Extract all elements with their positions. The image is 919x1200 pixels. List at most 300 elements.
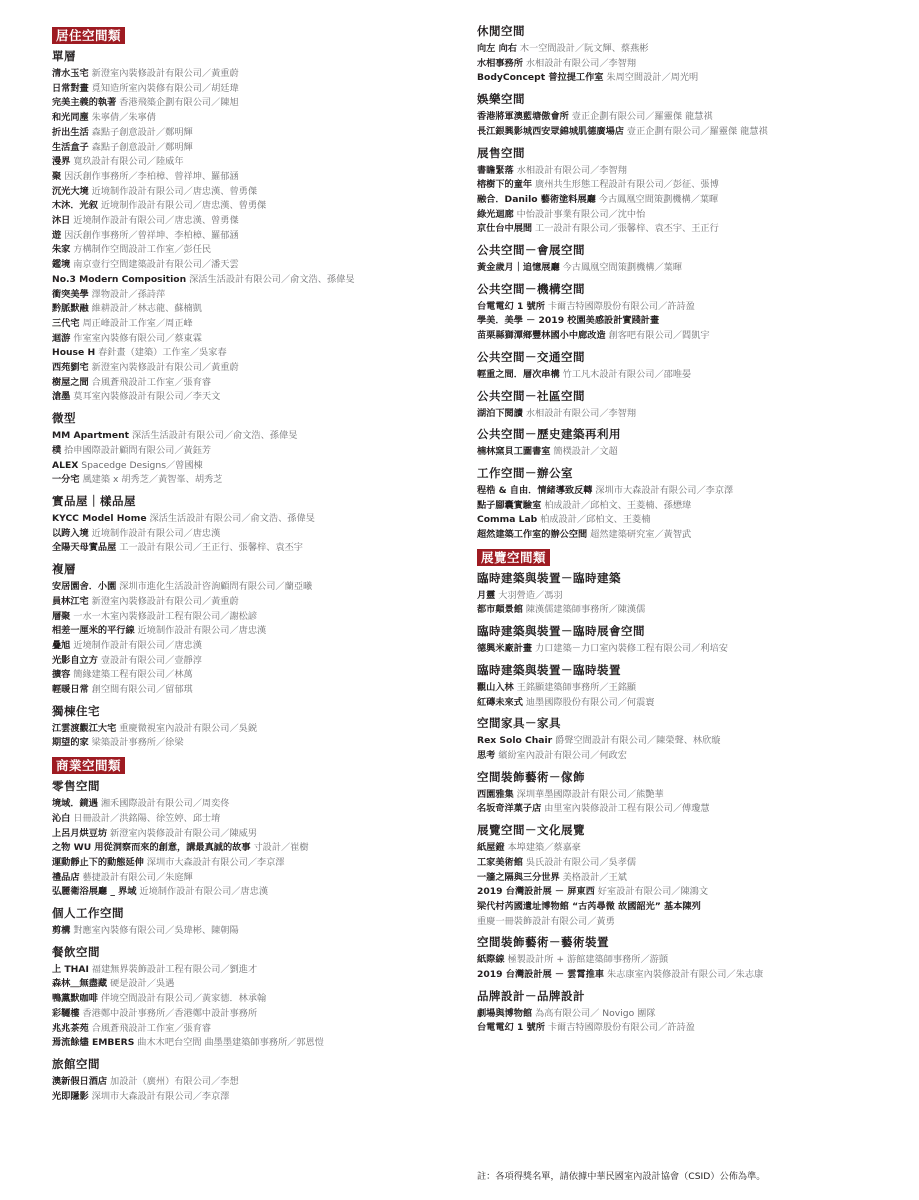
designer-credit: 森點子創意設計／鄭明輝 [91,141,193,153]
designer-credit: 近境制作設計有限公司／唐忠漢 [91,527,221,539]
award-entry [477,71,902,86]
award-entry [52,170,460,185]
work-title: 苗栗縣獅潭鄉豐林國小中廊改造 [477,330,606,342]
work-title: 彩韆樓 [52,1007,80,1019]
award-entry [52,963,460,978]
work-title: 梁代村芮國遺址博物館 “古芮尋微 故國韶光” 基本陳列 [477,900,701,912]
award-entry [52,473,460,488]
designer-credit: 繽紛室內設計有限公司／何政宏 [498,749,627,761]
work-title: 向左 向右 [477,43,517,54]
designer-credit: 朱寧倩／朱寧倩 [91,112,156,124]
designer-credit: 南京壹行空間建築設計有限公司／潘天雲 [73,259,239,271]
designer-credit: 寬玖設計有限公司／陸威年 [73,156,184,168]
designer-credit: 拾申國際設計顧問有限公司／黃鈺芳 [64,444,212,456]
award-entry [52,512,460,527]
designer-credit: 創空間有限公司／留郁琪 [91,684,193,696]
work-title: 運動靜止下的動態延伸 [52,856,144,868]
section-title: 實品屋｜樣品屋 [52,493,136,508]
award-entry [52,541,460,556]
designer-credit: 近境制作設計有限公司／唐忠漢 [137,625,267,637]
award-section [52,494,460,556]
award-entry [52,827,460,842]
award-section [477,663,902,710]
work-title: 日常對畫 [52,82,89,94]
award-section [477,716,902,763]
award-entry [477,484,902,499]
award-section [477,350,902,383]
award-entry [477,208,902,223]
work-title: 之物 WU 用從洞察而來的創意，講最真誠的故事 [52,842,251,854]
work-title: KYCC Model Home [52,512,147,524]
award-entry [477,110,902,125]
work-title: ALEX [52,459,79,471]
designer-credit: 合風蒼飛設計工作室／張育睿 [91,1022,212,1034]
designer-credit: 王銘顯建築師事務所／王銘顯 [516,681,637,693]
designer-credit: 因沃創作事務所／曾祥坤、李柏樟、羅郁涵 [64,229,239,241]
work-title: 員林江宅 [52,595,89,607]
designer-credit: 由里室內裝修設計工程有限公司／傅瓊慧 [544,803,710,815]
work-title: 焉流餘燼 EMBERS [52,1037,135,1049]
designer-credit: 今古鳳凰空間策劃機構／葉暉 [562,262,683,274]
work-title: 上呂月烘豆坊 [52,827,108,839]
award-entry [477,1021,902,1036]
work-title: 樸 [52,444,62,456]
designer-credit: 近境制作設計有限公司／唐忠漢、曾勇傑 [73,215,239,227]
award-section [477,571,902,618]
work-title: Rex Solo Chair [477,735,553,747]
designer-credit: 近境制作設計有限公司／唐忠漢、曾勇傑 [100,200,267,212]
award-entry [477,222,902,237]
work-title: Comma Lab [477,514,538,526]
award-entry [477,445,902,460]
work-title: 黔脈默融 [52,303,89,315]
award-entry [477,696,902,711]
designer-credit: 春針畫（建築）工作室／吳家春 [98,347,227,359]
award-entry [477,528,902,543]
work-title: 樹屋之間 [52,376,89,388]
work-title: 遊 [52,229,62,241]
award-section [52,704,460,751]
award-entry [52,199,460,214]
award-entry [52,214,460,229]
designer-credit: 今古鳳凰空間策劃機構／葉暉 [598,193,719,205]
award-section [477,92,902,139]
award-entry [52,797,460,812]
award-section [52,562,460,698]
left-column [52,24,460,1104]
designer-credit: 卡爾吉特國際股份有限公司／許詩盈 [547,300,695,312]
award-entry [477,802,902,817]
award-section [52,779,460,900]
award-section [477,282,902,344]
work-title: BodyConcept 普拉提工作室 [477,72,604,84]
work-title: 黃金歲月｜追憶展廳 [477,262,560,274]
award-entry [52,390,460,405]
award-entry [477,1007,902,1022]
work-title: 兆兆茶苑 [52,1022,89,1034]
award-entry [477,314,902,329]
award-entry [52,141,460,156]
award-entry [477,642,902,657]
award-entry [52,1036,460,1051]
designer-credit: 柏成設計／邱柏文、王菱楠 [540,514,651,526]
award-entry [52,1022,460,1037]
award-entry [52,361,460,376]
work-title: 森林＿無盡藏 [52,978,108,990]
work-title: House H [52,347,96,359]
work-title: 湖泊下閱讀 [477,407,523,419]
section-title: 展覽空間－文化展覽 [477,823,585,838]
designer-credit: 廣州共生形態工程設計有限公司／彭征、張博 [535,179,719,191]
work-title: 榕樹下的童年 [477,179,533,191]
designer-credit: 湘禾國際設計有限公司／周奕佟 [100,798,230,810]
work-title: 禮品店 [52,871,80,883]
work-title: 2019 台灣設計展 － 屏東西 [477,886,595,898]
section-title: 空間家具－家具 [477,716,561,731]
designer-credit: 深活生活設計有限公司／俞文浩、孫偉旻 [149,512,315,524]
work-title: 完美主義的執著 [52,97,117,109]
work-title: 學美．美學 － 2019 校園美感設計實踐計畫 [477,315,660,327]
work-title: 京仕台中展間 [477,223,533,235]
award-entry [52,736,460,751]
work-title: 清水玉宅 [52,68,89,79]
designer-credit: 迪墨國際股份有限公司／何震寰 [525,696,655,708]
designer-credit: 深活生活設計有限公司／俞文浩、孫偉旻 [131,430,298,442]
section-title: 臨時建築與裝置－臨時裝置 [477,662,621,677]
designer-credit: 新澄室內裝修設計有限公司／黃重蔚 [91,362,239,374]
award-entry [52,527,460,542]
designer-credit: 簡樸設計／文超 [553,446,618,458]
award-entry [52,67,460,82]
award-entry [52,924,460,939]
work-title: 台電電幻 1 號所 [477,1022,545,1034]
award-entry [477,953,902,968]
award-section [52,1057,460,1104]
award-entry [52,654,460,669]
section-title: 獨棟住宅 [52,703,100,718]
designer-credit: 新澄室內裝修設計有限公司／黃重蔚 [91,68,239,79]
work-title: 輕暖日常 [52,684,89,696]
work-title: 三代宅 [52,317,80,329]
work-title: 滄墨 [52,391,71,403]
work-title: 全陽天母實品屋 [52,542,117,554]
work-title: 長江銀興影城西安眾錦城肌德廣場店 [477,125,624,137]
work-title: 上 THAI [52,963,89,975]
work-title: 思考 [477,749,496,761]
award-section [477,24,902,86]
work-title: 以跨入境 [52,527,89,539]
section-title: 工作空間－辦公室 [477,465,573,480]
work-title: 疊旭 [52,639,71,651]
section-title: 公共空間－會展空間 [477,243,585,258]
designer-credit: 硬是設計／吳遇 [110,978,175,990]
award-entry [52,595,460,610]
designer-credit: 簡緣建築工程有限公司／林萬 [73,669,193,681]
work-title: MM Apartment [52,430,130,442]
award-entry [477,589,902,604]
work-title: 衝突美學 [52,288,89,300]
designer-credit: 對應室內裝修有限公司／吳瑋彬、陳朝陽 [73,925,239,937]
award-entry [477,749,902,764]
award-section [477,427,902,460]
section-title: 品牌設計－品牌設計 [477,988,585,1003]
award-entry [52,229,460,244]
designer-credit: 香港飛築企劃有限公司／陳旭 [119,97,239,109]
work-title: 程梏 & 自由．情緒導致反轉 [477,484,593,496]
category-banner: 居住空間類 [52,27,125,44]
designer-credit: 福建無界裝飾設計工程有限公司／劉進才 [91,963,258,975]
section-title: 臨時建築與裝置－臨時展會空間 [477,624,645,639]
award-entry [477,603,902,618]
award-section [52,49,460,405]
section-title: 單層 [52,49,76,63]
designer-credit: 伴境空間設計有限公司／黃家德．林承翰 [100,993,267,1005]
designer-credit: 寸設計／崔樹 [253,842,309,854]
award-entry [52,376,460,391]
work-title: 劇場與博物館 [477,1007,533,1019]
award-entry [52,288,460,303]
section-title: 個人工作空間 [52,906,124,921]
award-entry [477,261,902,276]
designer-credit: 新澄室內裝修設計有限公司／陳威男 [110,827,258,839]
award-entry [477,856,902,871]
designer-credit: 維耕設計／林志龍、蘇楠凱 [91,303,202,315]
section-title: 娛樂空間 [477,92,525,107]
work-title: 剪構 [52,925,71,937]
designer-credit: 本埠建築／蔡嘉豪 [507,842,581,854]
award-entry [52,444,460,459]
work-title: 觀山入林 [477,681,514,693]
award-entry [477,178,902,193]
section-title: 旅館空間 [52,1056,100,1071]
section-title: 空間裝飾藝術－藝術裝置 [477,935,609,950]
work-title: 迴游 [52,332,71,344]
award-entry [52,96,460,111]
section-title: 公共空間－交通空間 [477,349,585,364]
designer-credit: 覓知造所室內裝修有限公司／胡廷瑋 [91,82,239,94]
designer-credit: 中怡設計事業有限公司／沈中怡 [516,208,646,220]
award-entry [477,42,902,57]
designer-credit: 吳氏設計有限公司／吳孝儒 [525,856,637,868]
work-title: 德興米廠計畫 [477,643,533,655]
designer-credit: 新澄室內裝修設計有限公司／黃重蔚 [91,595,239,607]
award-section [477,770,902,817]
award-entry [52,668,460,683]
award-entry [52,82,460,97]
work-title: 沉光大境 [52,185,89,197]
award-entry [477,788,902,803]
work-title: 光影自立方 [52,654,98,666]
section-title: 公共空間－歷史建築再利用 [477,427,621,442]
designer-credit: 深活生活設計有限公司／俞文浩、孫偉旻 [189,273,355,285]
section-title: 零售空間 [52,779,100,794]
work-title: 名坂奇洋菓子店 [477,803,542,815]
award-entry [52,346,460,361]
designer-credit: 深圳市大森設計有限公司／李京澤 [91,1090,230,1102]
award-entry [52,111,460,126]
work-title: 一牆之隔與三分世界 [477,871,560,883]
award-entry [477,125,902,140]
award-entry [52,683,460,698]
award-entry [477,193,902,208]
award-section [477,389,902,422]
designer-credit: 柏成設計／邱柏文、王菱楠、孫懋瑋 [544,499,692,511]
award-entry [477,499,902,514]
award-entry [477,300,902,315]
designer-credit: 日冊設計／洪銘陽、徐笠婷、邱士堉 [73,812,221,824]
work-title: 輕重之間．層次串構 [477,368,560,380]
designer-credit: 重慶一冊裝飾設計有限公司／黃勇 [477,915,615,927]
designer-credit: 澤物設計／孫詩萍 [91,288,166,300]
award-entry [477,57,902,72]
designer-credit: 周正峰設計工作室／周正峰 [82,317,193,329]
designer-credit: 深圳市進化生活設計咨詢顧問有限公司／蘭亞曦 [119,581,313,593]
designer-credit: 水相設計有限公司／李智翔 [516,164,627,176]
work-title: No.3 Modern Composition [52,273,187,285]
award-entry [52,722,460,737]
designer-credit: 好室設計有限公司／陳鴻文 [597,886,709,898]
section-title: 休閒空間 [477,24,525,38]
designer-credit: 梁築設計事務所／徐梁 [91,737,184,749]
work-title: 融合．Danilo 藝術塗料展廳 [477,193,596,205]
designer-credit: 近境制作設計有限公司／唐忠漢 [73,639,202,651]
designer-credit: 莫耳室內裝修設計有限公司／李天文 [73,391,221,403]
designer-credit: 重慶微視室內設計有限公司／吳鋭 [119,722,258,734]
award-entry [52,992,460,1007]
work-title: 工家美術館 [477,856,523,868]
award-entry [52,841,460,856]
award-section [477,624,902,657]
award-entry [52,243,460,258]
designer-credit: 近境制作設計有限公司／唐忠漢 [139,886,269,898]
award-section [52,945,460,1051]
designer-credit: 工一設計有限公司／張馨梓、袁丕宇、王正行 [535,223,719,235]
award-entry [477,871,902,886]
award-section [477,989,902,1036]
award-entry [52,317,460,332]
work-title: 香港將軍澳藍塘傲會所 [477,111,569,123]
award-entry [52,1075,460,1090]
designer-credit: 深圳市大森設計有限公司／李京澤 [595,484,734,496]
designer-credit: 工一設計有限公司／王正行、張馨梓、袁丕宇 [119,542,303,554]
award-section [477,935,902,982]
designer-credit: 木一空間設計／阮文輝、蔡燕彬 [519,43,649,54]
designer-credit: 曲木木吧台空間 曲墨墨建築師事務所／郭恩愷 [137,1037,324,1049]
section-title: 展售空間 [477,145,525,160]
award-section [477,243,902,276]
designer-credit: 朱周空間設計／周光明 [606,72,699,84]
work-title: 月靈 [477,589,496,601]
award-entry [52,580,460,595]
award-entry [477,329,902,344]
work-title: 聚 [52,170,62,182]
work-title: 沁白 [52,812,71,824]
work-title: 楠林窯貝工圖書室 [477,446,551,458]
award-entry [52,624,460,639]
designer-credit: 為高有限公司／ Novigo 團隊 [535,1007,656,1019]
work-title: 一分宅 [52,474,80,486]
work-title: 紙屋鐙 [477,842,505,854]
award-entry [52,185,460,200]
designer-credit: Spacedge Designs／曾國棟 [81,459,203,471]
award-entry [52,812,460,827]
designer-credit: 森點子創意設計／鄭明輝 [91,126,193,138]
award-entry [52,258,460,273]
award-entry [52,977,460,992]
award-section [477,466,902,543]
award-entry [52,610,460,625]
designer-credit: 水相設計有限公司／李智翔 [525,407,637,419]
designer-credit: 極製設計所 + 游館建築師事務所／游顗 [507,954,669,966]
work-title: 書瞻緊落 [477,164,514,176]
designer-credit: 爵聲空間設計有限公司／陳榮聲、林欣璇 [555,735,721,747]
award-entry [52,155,460,170]
work-title: 弘麗衛浴展廳 _ 界域 [52,886,137,898]
work-title: 擴容 [52,669,71,681]
award-entry [52,871,460,886]
award-entry [52,332,460,347]
designer-credit: 風建築 x 胡秀芝／黃智峯、胡秀芝 [82,474,223,486]
section-title: 微型 [52,411,76,426]
award-section [52,411,460,488]
award-entry [477,900,902,915]
designer-credit: 一水一木室內裝修設計工程有限公司／謝松諺 [73,610,258,622]
work-title: 鴨黨默咖啡 [52,993,98,1005]
work-title: 層聚 [52,610,71,622]
designer-credit: 合風蒼飛設計工作室／張育睿 [91,376,212,388]
section-title: 公共空間－機構空間 [477,281,585,296]
designer-credit: 近境制作設計有限公司／唐忠漢、曾勇傑 [91,185,258,197]
right-column [477,24,902,1036]
award-entry [52,885,460,900]
designer-credit: 加設計（廣州）有限公司／李想 [110,1075,239,1087]
work-title: 和光同塵 [52,112,89,124]
work-title: 點子腳囊實驗室 [477,499,542,511]
designer-credit: 竹工凡木設計有限公司／邵唯晏 [562,368,692,380]
award-entry [52,1007,460,1022]
work-title: 相差一厘米的平行線 [52,625,135,637]
designer-credit: 壹設計有限公司／壹靜淳 [100,654,202,666]
award-entry [477,915,902,930]
designer-credit: 壹正企劃有限公司／羅靈傑 龍慧祺 [626,125,768,137]
section-title: 複層 [52,562,76,577]
work-title: 期望的家 [52,737,89,749]
work-title: 境域．鏡遇 [52,798,98,810]
award-entry [52,302,460,317]
work-title: 紅磚未來式 [477,696,523,708]
work-title: 2019 台灣設計展 － 雲霄推車 [477,969,605,981]
designer-credit: 因沃創作事務所／李柏樟、曾祥坤、羅郁涵 [64,170,239,182]
work-title: 鑑境 [52,259,71,271]
category-banner: 展覽空間類 [477,549,550,566]
work-title: 生活盒子 [52,141,89,153]
work-title: 超然建築工作室的辦公空間 [477,529,588,541]
designer-credit: 方構制作空間設計工作室／彭任民 [73,244,212,256]
award-section [477,823,902,929]
designer-credit: 藝捷設計有限公司／朱庭輝 [82,871,193,883]
award-entry [52,459,460,474]
award-entry [477,164,902,179]
award-entry [52,429,460,444]
designer-credit: 創客吧有限公司／閻凱宇 [608,330,710,342]
award-entry [52,1090,460,1105]
work-title: 都市顛景館 [477,604,523,616]
designer-credit: 壹正企劃有限公司／羅靈傑 龍慧祺 [571,111,713,123]
section-title: 餐飲空間 [52,944,100,959]
work-title: 江雲渡觀江大宅 [52,722,117,734]
work-title: 紙際線 [477,954,505,966]
work-title: 折出生活 [52,126,89,138]
